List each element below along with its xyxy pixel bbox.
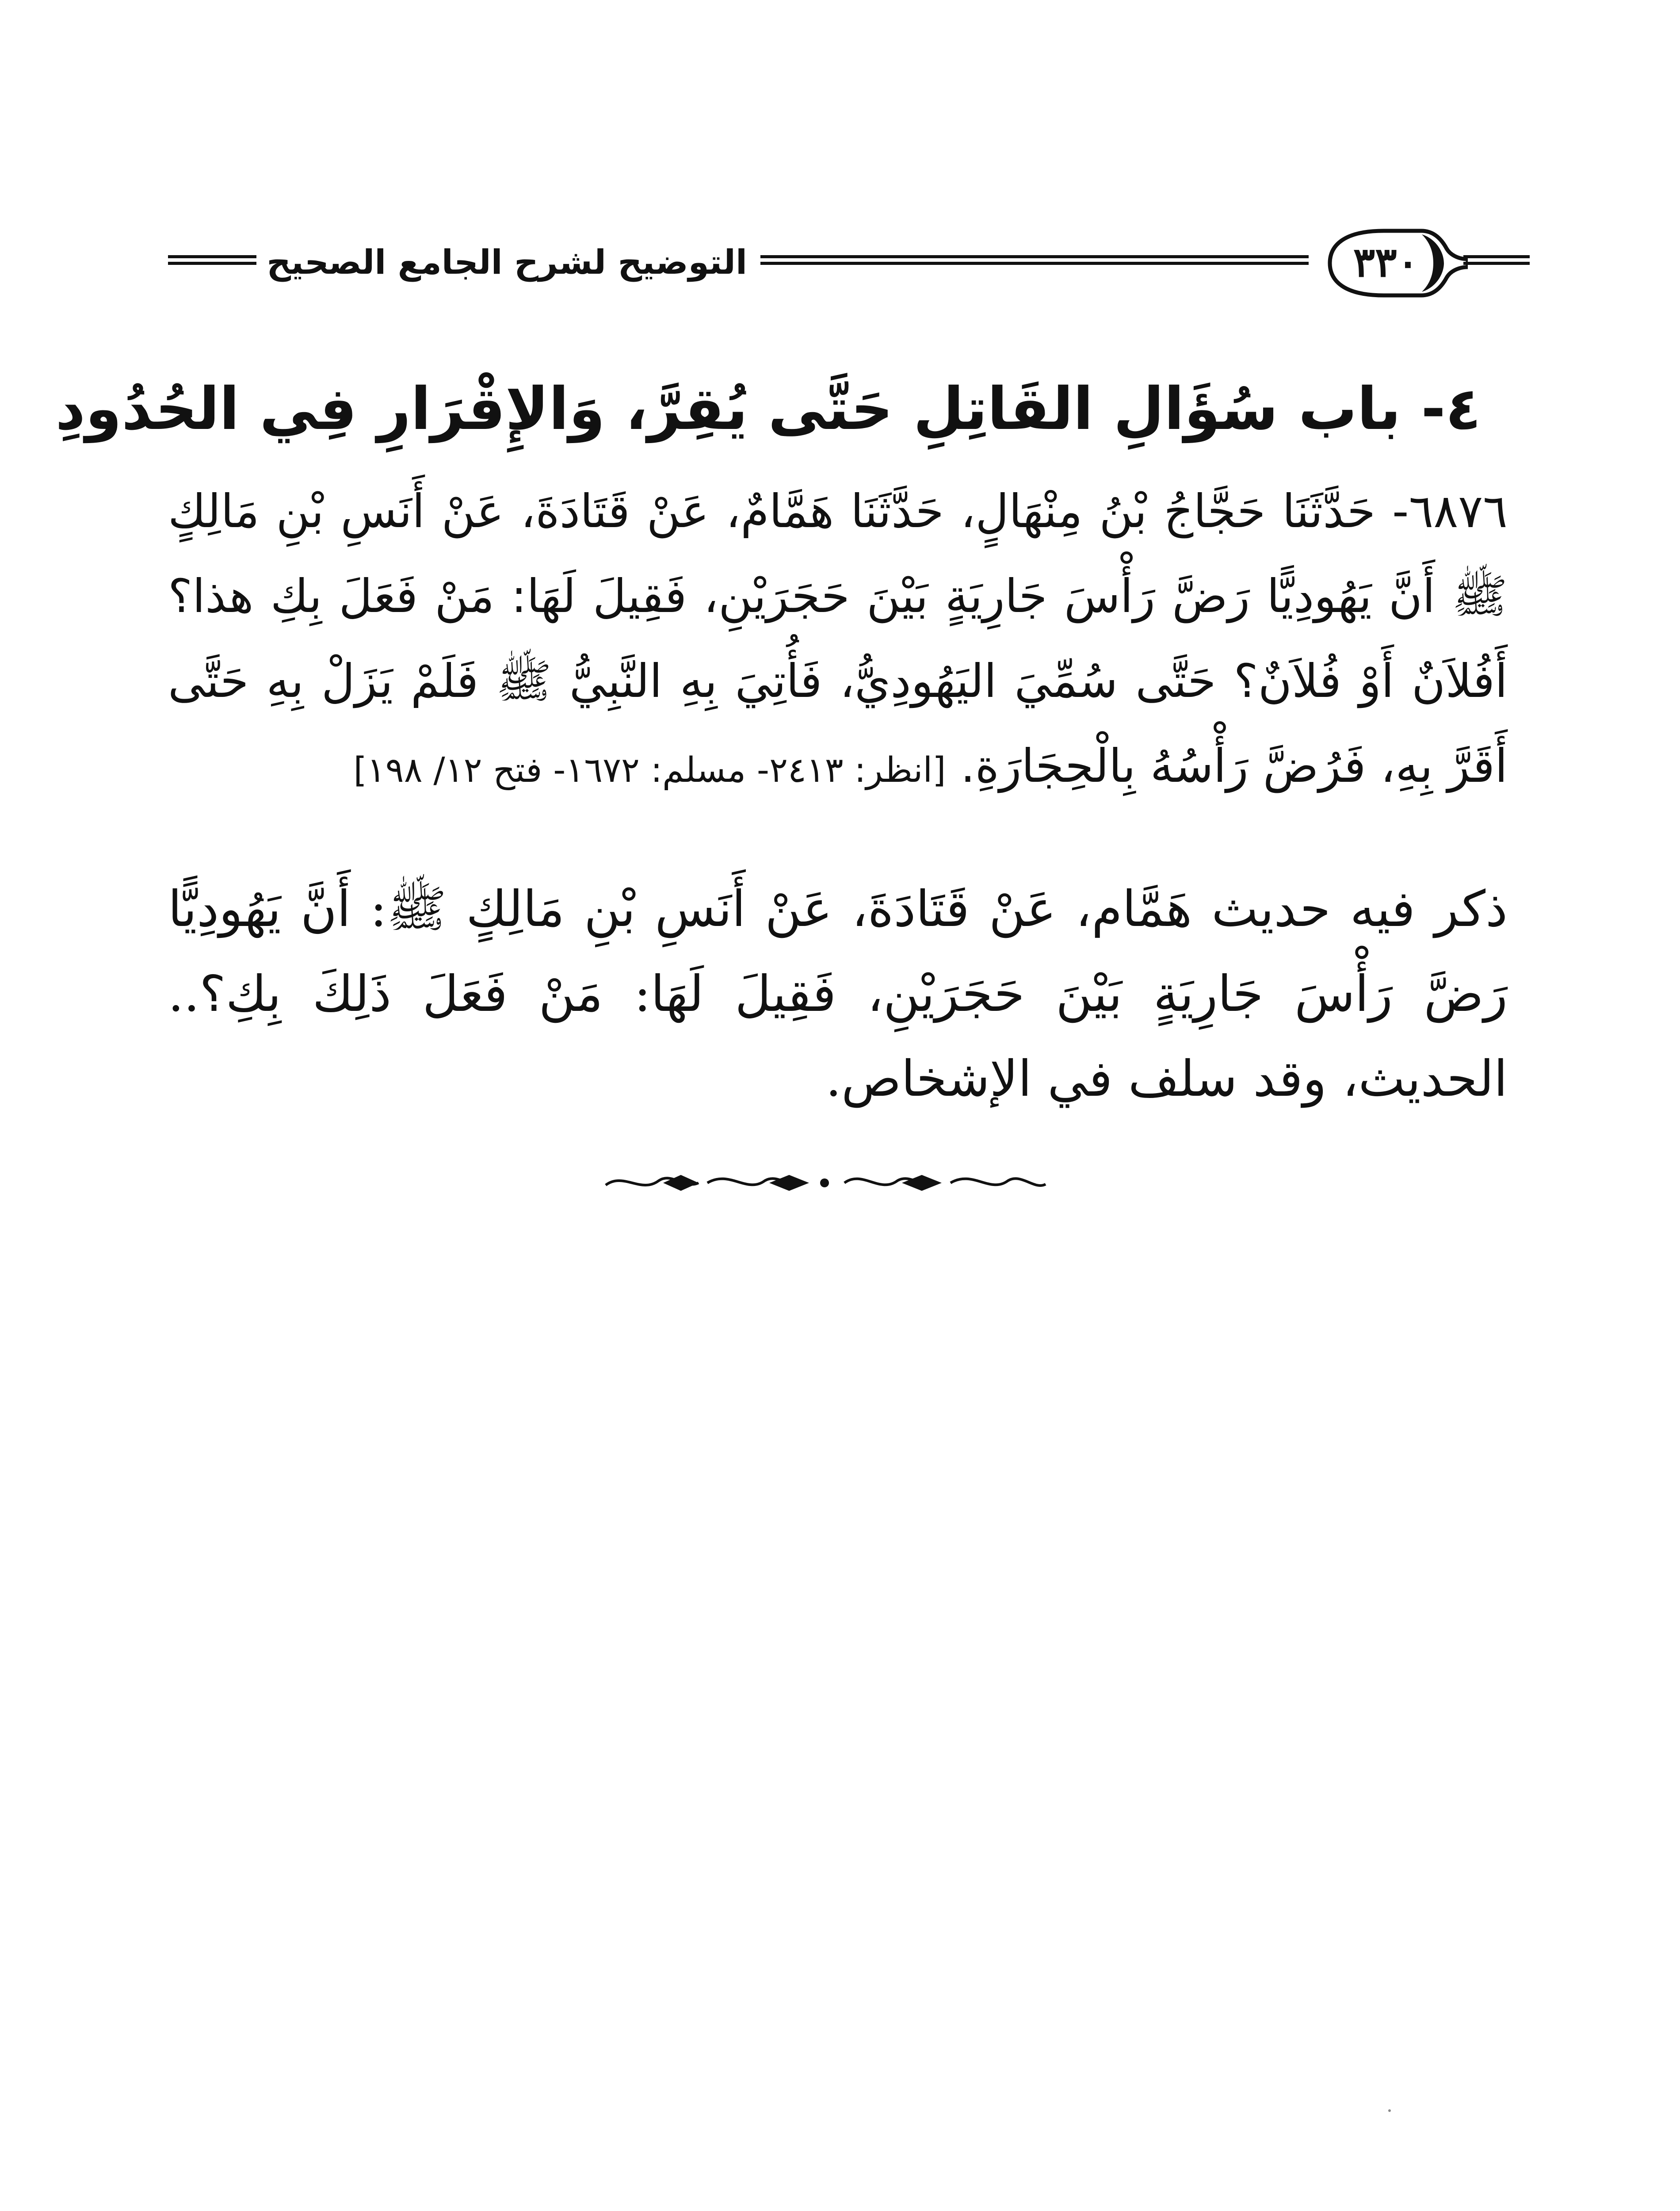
ornament-svg: [597, 1167, 1052, 1198]
page-number-frame-icon: [1317, 221, 1468, 305]
floral-ornament-icon: [597, 1167, 1052, 1198]
book-title: التوضيح لشرح الجامع الصحيح: [267, 242, 747, 282]
hadith-reference: [انظر: ٢٤١٣- مسلم: ١٦٧٢- فتح ١٢/ ١٩٨]: [353, 750, 946, 790]
header-rule-left: [168, 255, 256, 265]
running-header: [168, 221, 1530, 305]
hadith-text: حَدَّثَنَا حَجَّاجُ بْنُ مِنْهَالٍ، حَدَّثَنَا هَمَّامٌ، عَنْ قَتَادَةَ، عَنْ أَنَسِ بْنِ مَالِكٍ ﷺ أَنَّ يَهُودِيًّا رَضَّ رَأْسَ جَارِيَةٍ بَيْنَ حَجَرَيْنِ، فَقِيلَ لَهَا: مَنْ فَعَلَ بِكِ هذا؟ أَفُلاَنٌ أَوْ فُلاَنٌ؟ حَتَّى سُمِّيَ اليَهُودِيُّ، فَأُتِيَ بِهِ النَّبِيُّ ﷺ فَلَمْ يَزَلْ بِهِ حَتَّى أَقَرَّ بِهِ، فَرُضَّ رَأْسُهُ بِالْحِجَارَةِ.: [168, 484, 1508, 793]
ornament-leaf-3: [902, 1175, 942, 1191]
ornament-leaf-2: [769, 1175, 809, 1191]
header-rule-right: [1463, 255, 1530, 265]
hadith-block: [168, 469, 1508, 822]
paper-speck: [1388, 2109, 1391, 2112]
chapter-heading: ٤- باب سُؤَالِ القَاتِلِ حَتَّى يُقِرَّ، وَالإِقْرَارِ فِي الحُدُودِ: [55, 375, 1481, 443]
page-number: ٣٣٠: [1353, 238, 1419, 286]
header-rule-middle: [760, 255, 1309, 265]
ornament-dot: [820, 1178, 829, 1187]
hadith-number: ٦٨٧٦-: [1392, 484, 1508, 538]
commentary-paragraph: ذكر فيه حديث هَمَّام، عَنْ قَتَادَةَ، عَنْ أَنَسِ بْنِ مَالِكٍ ﷺ: أَنَّ يَهُودِيًّا رَضَّ رَأْسَ جَارِيَةٍ بَيْنَ حَجَرَيْنِ، فَقِيلَ لَهَا: مَنْ فَعَلَ ذَلِكَ بِكِ؟.. الحديث، وقد سلف في الإشخاص.: [168, 880, 1508, 1108]
ornament-swirl-4: [951, 1178, 1046, 1186]
